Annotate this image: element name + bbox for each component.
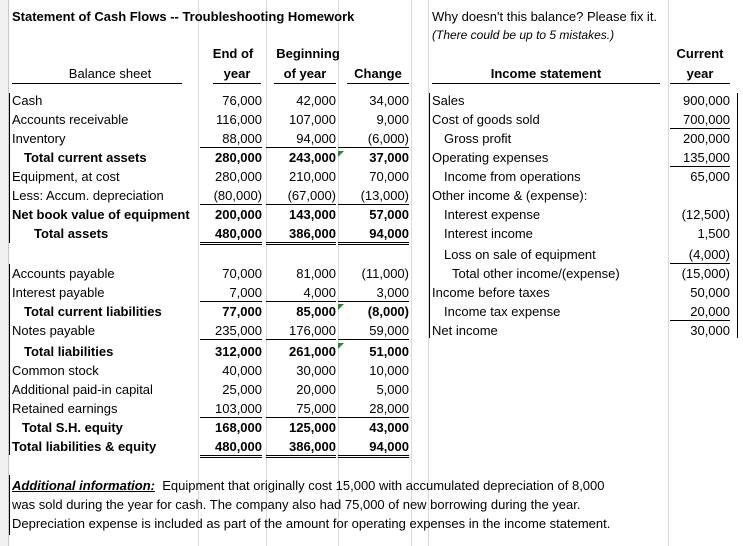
- is-row-label: Gross profit: [444, 131, 512, 146]
- is-row-label: Sales: [432, 93, 465, 108]
- bs-change: 51,000: [369, 344, 409, 359]
- bs-end-year: 103,000: [200, 401, 262, 418]
- bs-end-year: 116,000: [215, 112, 262, 127]
- bs-change: (11,000): [361, 266, 409, 281]
- additional-info-line1: [12, 478, 605, 494]
- bs-end-year: 280,000: [215, 169, 262, 184]
- is-row-label: Loss on sale of equipment: [444, 247, 596, 262]
- bs-begin-year: 20,000: [296, 382, 336, 397]
- cell-comment-marker[interactable]: [338, 343, 344, 349]
- bs-begin-year: 81,000: [296, 266, 336, 281]
- is-row-label: Income from operations: [444, 169, 581, 184]
- is-row-value: 900,000: [683, 93, 730, 108]
- bs-row-label: Interest payable: [12, 285, 105, 300]
- bs-end-year: 77,000: [222, 304, 262, 319]
- bs-change: 70,000: [369, 169, 409, 184]
- additional-info-line2: was sold during the year for cash. The company also had 75,000 of new borrowing during the year.: [12, 497, 581, 512]
- is-row-label: Other income & (expense):: [432, 188, 588, 203]
- is-row-value: 1,500: [697, 226, 730, 241]
- header-underline: [432, 83, 660, 84]
- bs-begin-year: 75,000: [266, 401, 336, 418]
- bs-row-label: Cash: [12, 93, 43, 108]
- bs-row-label: Total current liabilities: [24, 304, 162, 319]
- bs-row-label: Total assets: [34, 226, 109, 241]
- bs-end-year: 235,000: [200, 323, 262, 340]
- bs-begin-year: 143,000: [289, 207, 336, 222]
- header-underline: [274, 83, 336, 84]
- additional-info-heading: Additional information:: [12, 478, 155, 493]
- is-row-value: 20,000: [670, 304, 730, 321]
- bs-end-year: 280,000: [215, 150, 262, 165]
- bs-row-label: Retained earnings: [12, 401, 118, 416]
- is-row-value: 65,000: [690, 169, 730, 184]
- bs-row-label: Total current assets: [24, 150, 147, 165]
- bs-row-label: Accounts payable: [12, 266, 115, 281]
- bs-begin-year: 243,000: [289, 150, 336, 165]
- bs-end-year: 312,000: [215, 344, 262, 359]
- gridline: [198, 0, 199, 546]
- bs-row-label: Less: Accum. depreciation: [12, 188, 164, 203]
- gridline: [668, 0, 669, 546]
- bs-end-year: 40,000: [222, 363, 262, 378]
- question-text: Why doesn't this balance? Please fix it.: [432, 9, 658, 24]
- col-current-line1: Current: [676, 46, 724, 61]
- bs-row-label: Total S.H. equity: [22, 420, 123, 435]
- bs-change: 43,000: [369, 420, 409, 435]
- cell-comment-marker[interactable]: [338, 151, 344, 157]
- bs-change: 9,000: [376, 112, 409, 127]
- is-row-label: Income tax expense: [444, 304, 561, 319]
- box-border: [9, 93, 10, 243]
- is-row-value: 30,000: [690, 323, 730, 338]
- bs-change: 5,000: [376, 382, 409, 397]
- header-underline: [347, 83, 409, 84]
- bs-row-label: Net book value of equipment: [12, 207, 190, 222]
- bs-end-year: 200,000: [215, 207, 262, 222]
- bs-begin-year: 4,000: [266, 285, 336, 302]
- bs-change: 28,000: [338, 401, 409, 418]
- bs-begin-year: 85,000: [296, 304, 336, 319]
- col-current-line2: year: [686, 66, 714, 81]
- bs-end-year: 7,000: [200, 285, 262, 302]
- note-text: (There could be up to 5 mistakes.): [432, 28, 615, 42]
- is-row-label: Operating expenses: [432, 150, 549, 165]
- box-border: [9, 264, 10, 455]
- is-row-value: (12,500): [681, 207, 730, 222]
- row-header-strip: [0, 0, 9, 546]
- box-border: [737, 93, 738, 338]
- col-end-line2: year: [223, 66, 251, 81]
- col-change: Change: [354, 66, 402, 81]
- bs-begin-year: 386,000: [266, 439, 336, 458]
- box-border: [429, 93, 430, 338]
- is-row-label: Total other income/(expense): [452, 266, 620, 281]
- additional-info-text1: Equipment that originally cost 15,000 with accumulated depreciation of 8,000: [162, 478, 605, 493]
- bs-change: 10,000: [369, 363, 409, 378]
- bs-change: 3,000: [338, 285, 409, 302]
- bs-change: 94,000: [338, 226, 409, 245]
- bs-begin-year: 125,000: [289, 420, 336, 435]
- is-row-value: 700,000: [670, 112, 730, 129]
- cell-comment-marker[interactable]: [338, 304, 344, 310]
- bs-end-year: (80,000): [200, 188, 262, 205]
- is-row-value: (15,000): [681, 266, 730, 281]
- bs-row-label: Total liabilities & equity: [12, 439, 157, 454]
- box-border: [9, 475, 10, 535]
- bs-change: (13,000): [338, 188, 409, 205]
- is-row-value: (4,000): [670, 247, 730, 264]
- balance-sheet-label: Balance sheet: [68, 66, 152, 81]
- col-begin-line2: of year: [283, 66, 327, 81]
- additional-info-line3: Depreciation expense is included as part of the amount for operating expenses in the income statement.: [12, 516, 611, 531]
- bs-end-year: 70,000: [222, 266, 262, 281]
- gridline: [411, 0, 412, 546]
- col-begin-line1: Beginning: [276, 46, 340, 61]
- bs-begin-year: 176,000: [266, 323, 336, 340]
- bs-change: 57,000: [369, 207, 409, 222]
- sheet-title: Statement of Cash Flows -- Troubleshooting Homework: [12, 9, 355, 24]
- col-end-line1: End of: [212, 46, 254, 61]
- bs-end-year: 88,000: [200, 131, 262, 148]
- bs-change: (6,000): [338, 131, 409, 148]
- bs-begin-year: (67,000): [266, 188, 336, 205]
- is-row-label: Interest income: [444, 226, 533, 241]
- is-row-value: 200,000: [683, 131, 730, 146]
- bs-row-label: Common stock: [12, 363, 99, 378]
- bs-begin-year: 210,000: [289, 169, 336, 184]
- is-row-label: Interest expense: [444, 207, 541, 222]
- bs-begin-year: 94,000: [266, 131, 336, 148]
- bs-end-year: 480,000: [200, 439, 262, 458]
- bs-begin-year: 42,000: [296, 93, 336, 108]
- income-statement-label: Income statement: [490, 66, 602, 81]
- bs-begin-year: 261,000: [289, 344, 336, 359]
- header-underline: [213, 83, 261, 84]
- bs-row-label: Accounts receivable: [12, 112, 129, 127]
- bs-end-year: 76,000: [222, 93, 262, 108]
- is-row-value: 135,000: [670, 150, 730, 167]
- bs-end-year: 25,000: [222, 382, 262, 397]
- bs-begin-year: 386,000: [266, 226, 336, 245]
- bs-begin-year: 30,000: [296, 363, 336, 378]
- bs-change: 94,000: [338, 439, 409, 458]
- bs-row-label: Inventory: [12, 131, 66, 146]
- bs-row-label: Notes payable: [12, 323, 96, 338]
- bs-change: 34,000: [369, 93, 409, 108]
- header-underline: [12, 83, 182, 84]
- bs-row-label: Equipment, at cost: [12, 169, 120, 184]
- bs-row-label: Total liabilities: [24, 344, 114, 359]
- header-underline: [670, 83, 730, 84]
- bs-end-year: 168,000: [215, 420, 262, 435]
- is-row-label: Net income: [432, 323, 498, 338]
- is-row-label: Income before taxes: [432, 285, 550, 300]
- bs-end-year: 480,000: [200, 226, 262, 245]
- is-row-label: Cost of goods sold: [432, 112, 540, 127]
- bs-begin-year: 107,000: [289, 112, 336, 127]
- bs-change: 59,000: [338, 323, 409, 340]
- bs-change: 37,000: [369, 150, 409, 165]
- bs-row-label: Additional paid-in capital: [12, 382, 153, 397]
- is-row-value: 50,000: [690, 285, 730, 300]
- bs-change: (8,000): [367, 304, 409, 319]
